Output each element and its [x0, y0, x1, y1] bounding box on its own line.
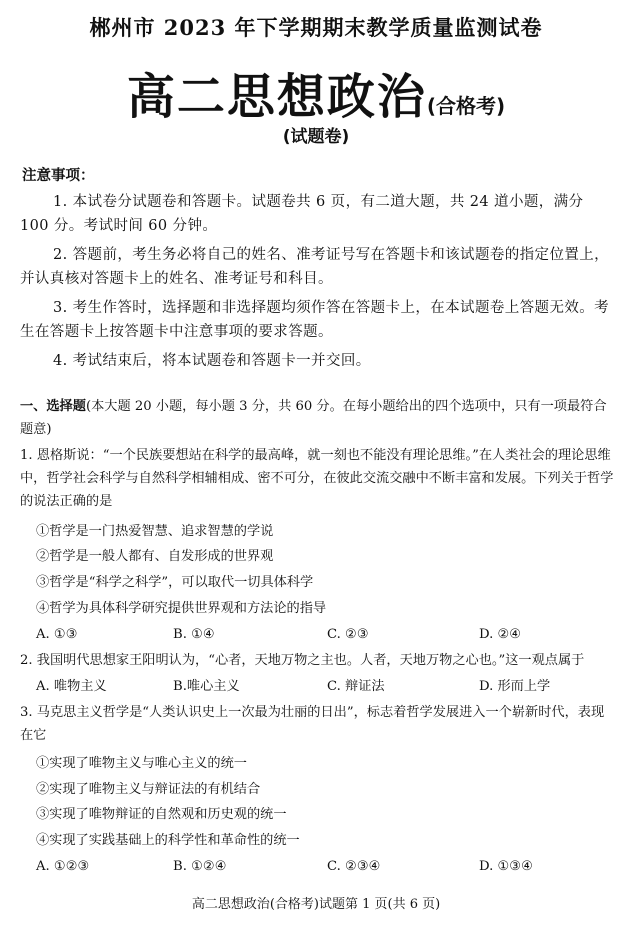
question-3-option-1: ①实现了唯物主义与唯心主义的统一 — [36, 756, 247, 771]
exam-type: (合格考) — [426, 94, 506, 118]
question-2-choice-c: C. 辩证法 — [327, 679, 385, 694]
page-footer: 高二思想政治(合格考)试题第 1 页(共 6 页) — [191, 897, 441, 912]
question-3-choice-d: D. ①③④ — [479, 859, 533, 874]
question-1-choice-c: C. ②③ — [327, 627, 369, 642]
question-2-choice-b: B.唯心主义 — [173, 679, 240, 694]
question-1-option-2: ②哲学是一般人都有、自发形成的世界观 — [36, 549, 274, 564]
paper-subtitle: (试题卷) — [282, 127, 350, 147]
question-1-choice-d: D. ②④ — [479, 627, 522, 642]
question-1-stem: 1. 恩格斯说：“一个民族要想站在科学的最高峰，就一刻也不能没有理论思维。”在人类社会的理论思维中，哲学社会科学与自然科学相辅相成、密不可分，在彼此交流交融中不断丰富和发展。下列关于哲学的说法正确的是 — [20, 448, 614, 509]
question-3-choice-b: B. ①②④ — [173, 859, 227, 874]
notice-item-4: 4. 考试结束后，将本试题卷和答题卡一并交回。 — [53, 353, 371, 369]
question-3-choices — [36, 855, 616, 878]
section-heading — [20, 395, 616, 441]
question-3-option-2: ②实现了唯物主义与辩证法的有机结合 — [36, 782, 261, 797]
question-2-stem: 2. 我国明代思想家王阳明认为，“心者，天地万物之主也。人者，天地万物之心也。”这一观点属于 — [20, 653, 585, 668]
question-1-choice-a: A. ①③ — [36, 627, 78, 642]
notice-item-1: 1. 本试卷分试题卷和答题卡。试题卷共 6 页，有二道大题，共 24 道小题，满分 100 分。考试时间 60 分钟。 — [20, 194, 584, 234]
notice-heading: 注意事项： — [22, 168, 95, 184]
section-instruction: (本大题 20 小题，每小题 3 分，共 60 分。在每小题给出的四个选项中，只有一项最符合题意) — [20, 399, 607, 437]
question-2-choice-d: D. 形而上学 — [479, 679, 551, 694]
question-3-choice-a: A. ①②③ — [36, 859, 90, 874]
notice-item-2: 2. 答题前，考生务必将自己的姓名、准考证号写在答题卡和该试题卷的指定位置上，并认真核对答题卡上的姓名、准考证号和科目。 — [20, 247, 610, 287]
question-1-choice-b: B. ①④ — [173, 627, 215, 642]
question-2-choices — [36, 675, 616, 698]
exam-top-title: 郴州市 2023 年下学期期末教学质量监测试卷 — [89, 15, 543, 40]
question-1-option-4: ④哲学为具体科学研究提供世界观和方法论的指导 — [36, 601, 327, 616]
question-3-option-3: ③实现了唯物辩证的自然观和历史观的统一 — [36, 807, 287, 822]
question-1-option-3: ③哲学是“科学之科学”，可以取代一切具体科学 — [36, 575, 314, 590]
section-title: 一、选择题 — [20, 399, 86, 414]
question-3-option-4: ④实现了实践基础上的科学性和革命性的统一 — [36, 833, 300, 848]
question-2-choice-a: A. 唯物主义 — [36, 679, 107, 694]
subject-title: 高二思想政治 — [126, 69, 427, 125]
question-1-option-1: ①哲学是一门热爱智慧、追求智慧的学说 — [36, 524, 274, 539]
question-3-choice-c: C. ②③④ — [327, 859, 381, 874]
question-1-choices — [36, 623, 616, 646]
main-title — [0, 58, 632, 127]
question-3-stem: 3. 马克思主义哲学是“人类认识史上一次最为壮丽的日出”，标志着哲学发展进入一个崭新时代，表现在它 — [20, 705, 605, 743]
notice-item-3: 3. 考生作答时，选择题和非选择题均须作答在答题卡上，在本试题卷上答题无效。考生在答题卡上按答题卡中注意事项的要求答题。 — [20, 300, 610, 340]
